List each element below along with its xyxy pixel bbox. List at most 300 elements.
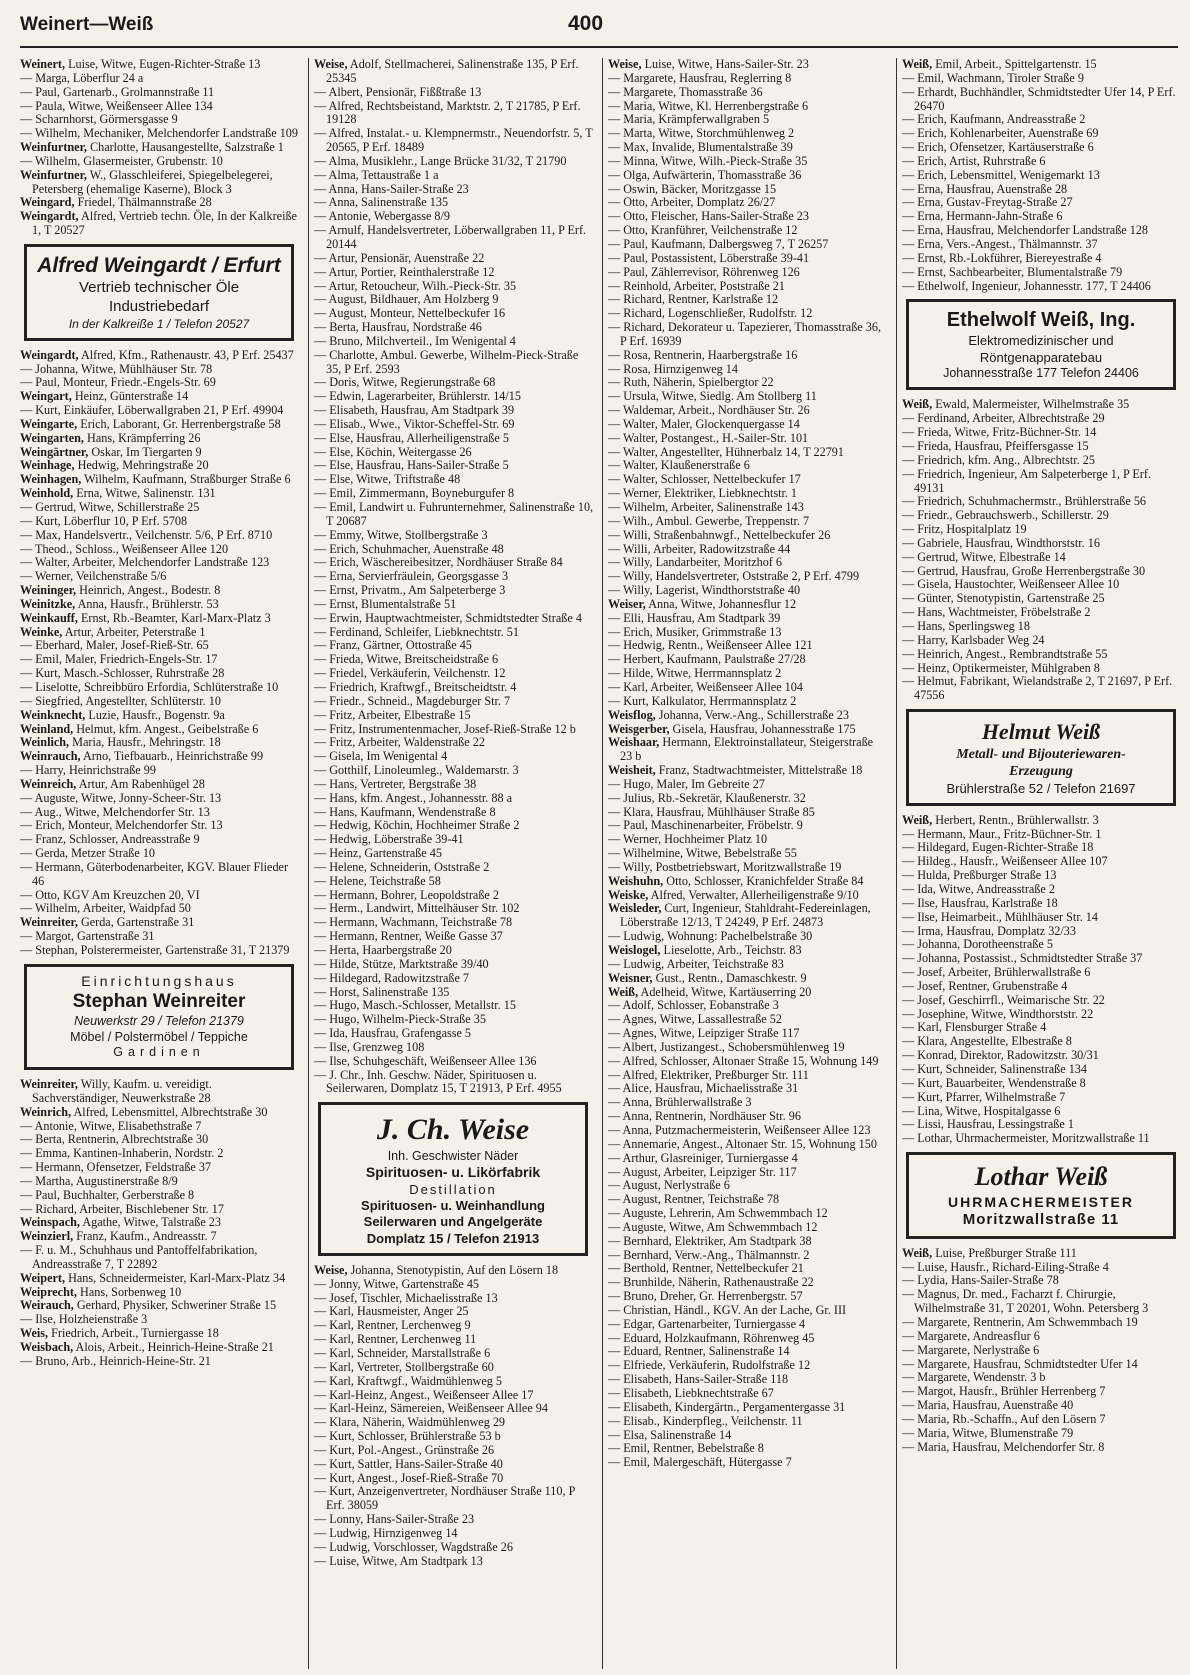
entry-text: — Erich, Ofensetzer, Kartäuserstraße 6	[902, 140, 1094, 155]
ad-line: Destillation	[409, 1181, 497, 1197]
entry-text: — Herta, Haarbergstraße 20	[314, 943, 452, 957]
entry-text: W., Glasschleiferei, Spiegelbelegerei, Petersberg (ehemalige Kaserne), Block 3	[32, 167, 273, 196]
entry-text: — Auguste, Lehrerin, Am Schwemmbach 12	[608, 1206, 828, 1221]
entry-text: — Lissi, Hausfrau, Lessingstraße 1	[902, 1117, 1074, 1132]
entry-text: — Lothar, Uhrmachermeister, Moritzwallstraße 11	[902, 1131, 1150, 1146]
entry-text: — Ursula, Witwe, Siedlg. Am Stollberg 11	[608, 389, 817, 404]
directory-entry	[20, 404, 300, 418]
entry-text: — Paul, Buchhalter, Gerberstraße 8	[20, 1187, 195, 1202]
directory-entry	[608, 183, 888, 197]
directory-entry	[314, 584, 594, 598]
entry-text: — Auguste, Witwe, Am Schwemmbach 12	[608, 1219, 818, 1234]
entry-text: — Aug., Witwe, Melchendorfer Str. 13	[20, 804, 210, 819]
directory-entry	[608, 432, 888, 446]
directory-entry	[902, 113, 1182, 127]
entry-text: Gerhard, Physiker, Schweriner Straße 15	[76, 1298, 277, 1313]
directory-entry	[20, 169, 300, 197]
directory-entry	[608, 736, 888, 764]
entry-text: — Hedwig, Rentn., Weißenseer Allee 121	[608, 638, 813, 653]
directory-entry	[902, 952, 1182, 966]
directory-entry	[314, 473, 594, 487]
entry-text: Arno, Tiefbauarb., Heinrichstraße 99	[82, 749, 264, 764]
directory-entry	[608, 1069, 888, 1083]
directory-entry	[608, 1456, 888, 1470]
entry-text: — Paul, Kaufmann, Dalbergsweg 7, T 26257	[608, 236, 829, 251]
directory-entry	[314, 86, 594, 100]
entry-text: — Elisabeth, Hans-Sailer-Straße 118	[608, 1372, 789, 1387]
entry-text: — Magnus, Dr. med., Facharzt f. Chirurgie, Wilhelmstraße 31, T 20201, Wohn. Petersberg 3	[902, 1287, 1149, 1316]
directory-entry	[902, 266, 1182, 280]
entry-text: — Gerda, Metzer Straße 10	[20, 846, 156, 861]
directory-entry	[608, 723, 888, 737]
directory-entry	[608, 238, 888, 252]
entry-text: — Wilhelmine, Witwe, Bebelstraße 55	[608, 846, 797, 861]
directory-entry	[314, 778, 594, 792]
directory-entry	[20, 1286, 300, 1300]
directory-entry	[20, 1203, 300, 1217]
entry-text: — Elisab., Wwe., Viktor-Scheffel-Str. 69	[314, 416, 515, 431]
entry-text: — Paul, Gartenarb., Grolmannstraße 11	[20, 84, 215, 99]
entry-text: — Ida, Witwe, Andreasstraße 2	[902, 882, 1055, 896]
directory-entry	[608, 1359, 888, 1373]
entry-text: — Franz, Gärtner, Ottostraße 45	[314, 638, 472, 653]
entry-text: — Julius, Rb.-Sekretär, Klaußenerstr. 32	[608, 790, 806, 805]
entry-text: — Werner, Hochheimer Platz 10	[608, 832, 768, 847]
column-divider	[602, 58, 603, 1669]
directory-entry	[314, 612, 594, 626]
entry-text: Hans, Krämpferring 26	[87, 430, 201, 445]
entry-text: — Stephan, Polsterermeister, Gartenstraße 31, T 21379	[20, 943, 290, 957]
directory-entry	[902, 1441, 1182, 1455]
entry-text: — Maria, Witwe, Blumenstraße 79	[902, 1425, 1074, 1440]
entry-text: — Gertrud, Witwe, Schillerstraße 25	[20, 500, 200, 514]
directory-entry	[902, 196, 1182, 210]
directory-entry	[608, 889, 888, 903]
entry-text: — Marta, Witwe, Storchmühlenweg 2	[608, 126, 795, 141]
entry-text: — Anna, Brühlerwallstraße 3	[608, 1095, 752, 1110]
surname: Weingardt,	[20, 209, 79, 224]
entry-text: — Ernst, Sachbearbeiter, Blumentalstraße 79	[902, 264, 1123, 279]
directory-entry	[314, 349, 594, 377]
advertisement-helmut	[906, 709, 1176, 806]
directory-entry	[608, 861, 888, 875]
entry-text: — Elisab., Kinderpfleg., Veilchenstr. 11	[608, 1413, 803, 1428]
directory-entry	[314, 570, 594, 584]
entry-text: — Richard, Arbeiter, Bischlebener Str. 17	[20, 1201, 224, 1216]
surname: Weinhold,	[20, 486, 74, 501]
entry-text: — Charlotte, Ambul. Gewerbe, Wilhelm-Pieck-Straße 35, P Erf. 2593	[314, 347, 579, 376]
directory-entry	[314, 1278, 594, 1292]
entry-text: — August, Monteur, Nettelbeckufer 16	[314, 306, 506, 321]
directory-entry	[608, 487, 888, 501]
surname: Weininger,	[20, 583, 77, 598]
surname: Weingart,	[20, 389, 72, 404]
entry-text: — Hulda, Preßburger Straße 13	[902, 868, 1057, 883]
entry-text: — August, Nerlystraße 6	[608, 1178, 730, 1193]
directory-entry	[608, 1304, 888, 1318]
directory-entry	[608, 1082, 888, 1096]
ad-line: Seilerwaren und Angelgeräte	[363, 1214, 543, 1230]
directory-entry	[20, 584, 300, 598]
surname: Weinhage,	[20, 458, 75, 473]
entry-text: — Lydia, Hans-Sailer-Straße 78	[902, 1273, 1059, 1288]
surname: Weis,	[20, 1326, 49, 1341]
entry-text: — Emil, Wachmann, Tiroler Straße 9	[902, 70, 1084, 85]
directory-entry	[902, 210, 1182, 224]
entry-text: — Hugo, Maler, Im Gebreite 27	[608, 776, 765, 791]
entry-text: — Elfriede, Verkäuferin, Rudolfstraße 12	[608, 1358, 811, 1373]
entry-text: — Elisabeth, Kindergärtn., Pergamentergasse 31	[608, 1399, 846, 1414]
entry-text: — Alfred, Elektriker, Preßburger Str. 111	[608, 1067, 809, 1082]
directory-entry	[902, 440, 1182, 454]
directory-entry	[20, 709, 300, 723]
entry-text: — Max, Invalide, Blumentalstraße 39	[608, 140, 793, 155]
directory-entry	[20, 570, 300, 584]
directory-entry	[608, 1138, 888, 1152]
entry-text: — Ilse, Schuhgeschäft, Weißenseer Allee 136	[314, 1053, 537, 1068]
entry-text: Lieselotte, Arb., Teichstr. 83	[663, 943, 802, 957]
entry-text: — Alfred, Instalat.- u. Klempnermstr., Neuendorfstr. 5, T 20565, P Erf. 18489	[314, 126, 593, 155]
entry-text: — Margarete, Hausfrau, Schmidtstedter Ufer 14	[902, 1356, 1138, 1371]
entry-text: Johanna, Stenotypistin, Auf den Lösern 18	[350, 1262, 559, 1277]
directory-entry	[20, 1327, 300, 1341]
entry-text: — Karl, Kraftwgf., Waidmühlenweg 5	[314, 1373, 502, 1388]
directory-entry	[902, 1385, 1182, 1399]
directory-entry	[902, 523, 1182, 537]
entry-text: — Anna, Putzmachermeisterin, Weißenseer Allee 123	[608, 1122, 871, 1137]
directory-entry	[902, 938, 1182, 952]
directory-entry	[608, 695, 888, 709]
entry-text: Adelheid, Witwe, Kartäuserring 20	[640, 984, 812, 999]
entry-text: Ernst, Rb.-Beamter, Karl-Marx-Platz 3	[80, 610, 271, 625]
directory-entry	[608, 944, 888, 958]
entry-text: — Margarete, Rentnerin, Am Schwemmbach 19	[902, 1315, 1138, 1329]
directory-entry	[902, 72, 1182, 86]
entry-text: — Otto, KGV Am Kreuzchen 20, VI	[20, 887, 200, 902]
directory-entry	[20, 819, 300, 833]
ad-line: Inh. Geschwister Näder	[387, 1148, 519, 1163]
entry-text: — Ludwig, Wohnung: Pachelbelstraße 30	[608, 929, 813, 944]
entry-text: — Hans, Sperlingsweg 18	[902, 618, 1030, 633]
entry-text: — Eberhard, Maler, Josef-Rieß-Str. 65	[20, 638, 209, 653]
entry-text: — Karl, Flensburger Straße 4	[902, 1020, 1047, 1035]
entry-text: — Doris, Witwe, Regierungstraße 68	[314, 375, 496, 390]
directory-entry	[314, 487, 594, 501]
entry-text: — Helene, Schneiderin, Oststraße 2	[314, 859, 490, 874]
entry-text: — Maria, Hausfrau, Auenstraße 40	[902, 1398, 1074, 1413]
entry-text: — Ferdinand, Schleifer, Liebknechtstr. 51	[314, 624, 519, 639]
directory-entry	[20, 141, 300, 155]
directory-entry	[608, 806, 888, 820]
directory-entry	[902, 1118, 1182, 1132]
entry-text: — Erna, Hausfrau, Melchendorfer Landstraße 128	[902, 223, 1149, 238]
directory-entry	[20, 390, 300, 404]
directory-entry	[314, 999, 594, 1013]
directory-entry	[608, 709, 888, 723]
directory-entry	[608, 349, 888, 363]
directory-entry	[314, 806, 594, 820]
entry-text: — Elisabeth, Liebknechtstraße 67	[608, 1386, 774, 1400]
entry-text: — Josephine, Witwe, Windthorststr. 22	[902, 1006, 1094, 1021]
directory-entry	[902, 980, 1182, 994]
directory-entry	[902, 127, 1182, 141]
directory-entry	[902, 1091, 1182, 1105]
entry-text: — Bruno, Dreher, Gr. Herrenbergstr. 57	[608, 1289, 803, 1304]
directory-entry	[608, 1207, 888, 1221]
entry-text: — Antonie, Webergasse 8/9	[314, 209, 450, 224]
ad-title: Helmut Weiß	[981, 719, 1101, 745]
directory-entry	[314, 224, 594, 252]
entry-text: Alfred, Vertrieb techn. Öle, In der Kalkreiße 1, T 20527	[32, 209, 297, 238]
directory-entry	[608, 72, 888, 86]
directory-entry	[902, 252, 1182, 266]
directory-entry	[20, 833, 300, 847]
directory-entry	[314, 196, 594, 210]
ad-line: Johannesstraße 177 Telefon 24406	[943, 365, 1139, 380]
entry-text: — Hans, kfm. Angest., Johannesstr. 88 a	[314, 790, 513, 805]
directory-entry	[608, 1027, 888, 1041]
entry-text: — Hildegard, Eugen-Richter-Straße 18	[902, 840, 1094, 855]
entry-text: — Ludwig, Arbeiter, Teichstraße 83	[608, 956, 784, 971]
entry-text: — Fritz, Hospitalplatz 19	[902, 522, 1027, 537]
entry-text: — Otto, Arbeiter, Domplatz 26/27	[608, 195, 776, 210]
directory-entry	[902, 662, 1182, 676]
directory-entry	[902, 1008, 1182, 1022]
directory-entry	[314, 847, 594, 861]
directory-entry	[902, 620, 1182, 634]
directory-entry	[902, 468, 1182, 496]
directory-entry	[314, 1292, 594, 1306]
directory-entry	[902, 155, 1182, 169]
entry-text: — Johanna, Witwe, Mühlhäuser Str. 78	[20, 361, 213, 376]
directory-entry	[608, 473, 888, 487]
directory-entry	[314, 861, 594, 875]
entry-text: Adolf, Stellmacherei, Salinenstraße 135, P Erf. 25345	[326, 58, 579, 85]
directory-entry	[20, 667, 300, 681]
directory-entry	[20, 916, 300, 930]
directory-entry	[608, 667, 888, 681]
entry-text: — Artur, Portier, Reinthalerstraße 12	[314, 264, 495, 279]
directory-entry	[20, 1161, 300, 1175]
directory-entry	[314, 1041, 594, 1055]
entry-text: — Johanna, Dorotheenstraße 5	[902, 937, 1053, 952]
directory-entry	[314, 321, 594, 335]
directory-entry	[314, 833, 594, 847]
entry-text: — Kurt, Anzeigenvertreter, Nordhäuser Straße 110, P Erf. 38059	[314, 1484, 575, 1513]
entry-text: — Kurt, Einkäufer, Löberwallgraben 21, P Erf. 49904	[20, 403, 284, 418]
directory-entry	[20, 1189, 300, 1203]
directory-entry	[20, 459, 300, 473]
directory-entry	[314, 556, 594, 570]
directory-entry	[902, 1288, 1182, 1316]
entry-text: — Else, Hausfrau, Hans-Sailer-Straße 5	[314, 458, 509, 473]
entry-text: — Luise, Witwe, Am Stadtpark 13	[314, 1553, 483, 1568]
directory-entry	[608, 999, 888, 1013]
directory-entry	[902, 509, 1182, 523]
entry-text: Johanna, Verw.-Ang., Schillerstraße 23	[658, 707, 849, 722]
surname: Weinzierl,	[20, 1229, 74, 1244]
directory-entry	[608, 363, 888, 377]
entry-text: — Agnes, Witwe, Leipziger Straße 117	[608, 1026, 800, 1041]
directory-entry	[314, 1527, 594, 1541]
entry-text: — Karl, Vertreter, Stollbergstraße 60	[314, 1359, 494, 1374]
ad-line: In der Kalkreiße 1 / Telefon 20527	[68, 316, 250, 331]
directory-entry	[20, 695, 300, 709]
entry-text: — Gisela, Haustochter, Weißenseer Allee 10	[902, 577, 1120, 592]
directory-entry	[20, 515, 300, 529]
directory-entry	[608, 764, 888, 778]
directory-entry	[20, 349, 300, 363]
directory-entry	[902, 925, 1182, 939]
entry-text: Anna, Witwe, Johannesflur 12	[648, 596, 797, 611]
entry-text: — Luise, Hausfr., Richard-Eiling-Straße 4	[902, 1259, 1109, 1274]
ad-title: Alfred Weingardt / Erfurt	[37, 253, 281, 277]
entry-text: — Karl, Rentner, Lerchenweg 11	[314, 1332, 477, 1347]
directory-entry	[608, 778, 888, 792]
directory-entry	[902, 238, 1182, 252]
directory-entry	[608, 556, 888, 570]
entry-text: Erna, Witwe, Salinenstr. 131	[76, 486, 216, 501]
entry-text: — Hermann, Bohrer, Leopoldstraße 2	[314, 887, 499, 902]
directory-entry	[314, 1375, 594, 1389]
directory-entry	[608, 529, 888, 543]
entry-text: — Emma, Kantinen-Inhaberin, Nordstr. 2	[20, 1146, 224, 1161]
directory-entry	[314, 639, 594, 653]
surname: Weinlich,	[20, 735, 70, 750]
directory-entry	[608, 252, 888, 266]
entry-text: Anna, Hausfr., Brühlerstr. 53	[77, 596, 219, 611]
entry-text: — Horst, Salinenstraße 135	[314, 984, 450, 999]
directory-entry	[608, 833, 888, 847]
entry-text: — Willi, Straßenbahnwgf., Nettelbeckufer 26	[608, 527, 831, 542]
directory-entry	[20, 543, 300, 557]
entry-text: — Wilhelm, Glasermeister, Grubenstr. 10	[20, 153, 223, 168]
directory-entry	[902, 578, 1182, 592]
directory-entry	[314, 1402, 594, 1416]
entry-text: — Günter, Stenotypistin, Gartenstraße 25	[902, 591, 1105, 606]
entry-text: — Erich, Musiker, Grimmstraße 13	[608, 624, 782, 639]
directory-entry	[608, 1193, 888, 1207]
entry-text: — Erich, Monteur, Melchendorfer Str. 13	[20, 818, 223, 833]
entry-text: — Erich, Lebensmittel, Wenigemarkt 13	[902, 167, 1100, 182]
entry-text: — Waldemar, Arbeit., Nordhäuser Str. 26	[608, 403, 810, 418]
entry-text: — Josef, Geschirrfl., Weimarische Str. 22	[902, 992, 1105, 1007]
entry-text: — Margarete, Andreasflur 6	[902, 1328, 1040, 1343]
surname: Weisner,	[608, 970, 653, 985]
entry-text: — Kurt, Schlosser, Brühlerstraße 53 b	[314, 1429, 501, 1444]
directory-entry	[20, 1299, 300, 1313]
entry-text: — Klara, Angestellte, Elbestraße 8	[902, 1034, 1072, 1049]
directory-entry	[608, 612, 888, 626]
directory-entry	[20, 681, 300, 695]
surname: Weinreiter,	[20, 915, 78, 930]
entry-text: — Berthold, Rentner, Nettelbeckufer 21	[608, 1261, 804, 1276]
directory-entry	[314, 764, 594, 778]
entry-text: — Josef, Tischler, Michaelisstraße 13	[314, 1290, 498, 1305]
entry-text: — Oswin, Bäcker, Moritzgasse 15	[608, 181, 777, 196]
directory-entry	[314, 335, 594, 349]
entry-text: — Harry, Heinrichstraße 99	[20, 763, 156, 778]
entry-text: — Margarete, Thomasstraße 36	[608, 84, 763, 99]
directory-entry	[608, 446, 888, 460]
entry-text: Hans, Sorbenweg 10	[80, 1284, 182, 1299]
directory-entry	[314, 252, 594, 266]
column-1	[20, 58, 300, 1671]
entry-text: — Willi, Arbeiter, Radowitzstraße 44	[608, 541, 791, 556]
entry-text: — Friedrich, Schuhmachermstr., Brühlerstraße 56	[902, 494, 1147, 509]
entry-text: — Paul, Maschinenarbeiter, Fröbelstr. 9	[608, 818, 803, 833]
entry-text: Agathe, Witwe, Talstraße 23	[82, 1215, 221, 1230]
entry-text: — Fritz, Arbeiter, Elbestraße 15	[314, 707, 471, 722]
entry-text: Friedrich, Arbeit., Turniergasse 18	[51, 1326, 219, 1341]
directory-entry	[902, 634, 1182, 648]
directory-entry	[314, 169, 594, 183]
entry-text: — Herbert, Kaufmann, Paulstraße 27/28	[608, 652, 806, 667]
directory-entry	[314, 459, 594, 473]
directory-entry	[314, 986, 594, 1000]
entry-text: — Ludwig, Vorschlosser, Wagdstraße 26	[314, 1539, 513, 1554]
entry-text: — Ruth, Näherin, Spielbergtor 22	[608, 375, 774, 390]
entry-text: — Margot, Hausfr., Brühler Herrenberg 7	[902, 1384, 1106, 1399]
entry-text: Charlotte, Hausangestellte, Salzstraße 1	[89, 140, 284, 155]
surname: Weiß,	[902, 1245, 933, 1260]
entry-text: Helmut, kfm. Angest., Geibelstraße 6	[76, 721, 259, 736]
directory-entry	[902, 1247, 1182, 1261]
directory-entry	[902, 869, 1182, 883]
directory-entry	[20, 363, 300, 377]
directory-entry	[314, 210, 594, 224]
entry-text: — Artur, Retoucheur, Wilh.-Pieck-Str. 35	[314, 278, 517, 293]
entry-text: — Hugo, Masch.-Schlosser, Metallstr. 15	[314, 998, 516, 1013]
entry-text: — Ernst, Privatm., Am Salpeterberge 3	[314, 583, 506, 598]
surname: Weirauch,	[20, 1298, 74, 1313]
directory-entry	[608, 1179, 888, 1193]
entry-text: — Klara, Näherin, Waidmühlenweg 29	[314, 1415, 506, 1430]
directory-entry	[608, 1290, 888, 1304]
entry-text: — Frieda, Witwe, Fritz-Büchner-Str. 14	[902, 425, 1097, 440]
entry-text: — Emil, Landwirt u. Fuhrunternehmer, Salinenstraße 10, T 20687	[314, 500, 594, 528]
directory-entry	[902, 1077, 1182, 1091]
entry-text: — Auguste, Witwe, Jonny-Scheer-Str. 13	[20, 790, 222, 805]
surname: Weinitzke,	[20, 596, 76, 611]
entry-text: — Erich, Schuhmacher, Auenstraße 48	[314, 541, 504, 556]
advertisement-lothar	[906, 1152, 1176, 1239]
entry-text: — Richard, Logenschließer, Rudolfstr. 12	[608, 306, 813, 321]
entry-text: — Kurt, Schneider, Salinenstraße 134	[902, 1061, 1087, 1076]
directory-entry	[20, 529, 300, 543]
entry-text: — Willy, Postbetriebswart, Moritzwallstraße 19	[608, 859, 842, 874]
directory-entry	[314, 155, 594, 169]
directory-entry	[902, 565, 1182, 579]
directory-entry	[314, 598, 594, 612]
entry-text: — Elli, Hausfrau, Am Stadtpark 39	[608, 610, 781, 625]
directory-entry	[608, 875, 888, 889]
entry-text: — Fritz, Instrumentenmacher, Josef-Rieß-Straße 12 b	[314, 721, 576, 736]
directory-entry	[608, 1221, 888, 1235]
directory-entry	[314, 1264, 594, 1278]
surname: Weinspach,	[20, 1215, 80, 1230]
directory-entry	[608, 141, 888, 155]
directory-entry	[608, 598, 888, 612]
directory-entry	[314, 1444, 594, 1458]
entry-text: — Walter, Klaußenerstraße 6	[608, 458, 750, 473]
directory-entry	[20, 446, 300, 460]
directory-entry	[902, 1049, 1182, 1063]
entry-text: — Minna, Witwe, Wilh.-Pieck-Straße 35	[608, 153, 808, 168]
entry-text: — Kurt, Löberflur 10, P Erf. 5708	[20, 513, 188, 528]
entry-text: — Bruno, Milchverteil., Im Wenigental 4	[314, 333, 516, 348]
directory-entry	[902, 606, 1182, 620]
